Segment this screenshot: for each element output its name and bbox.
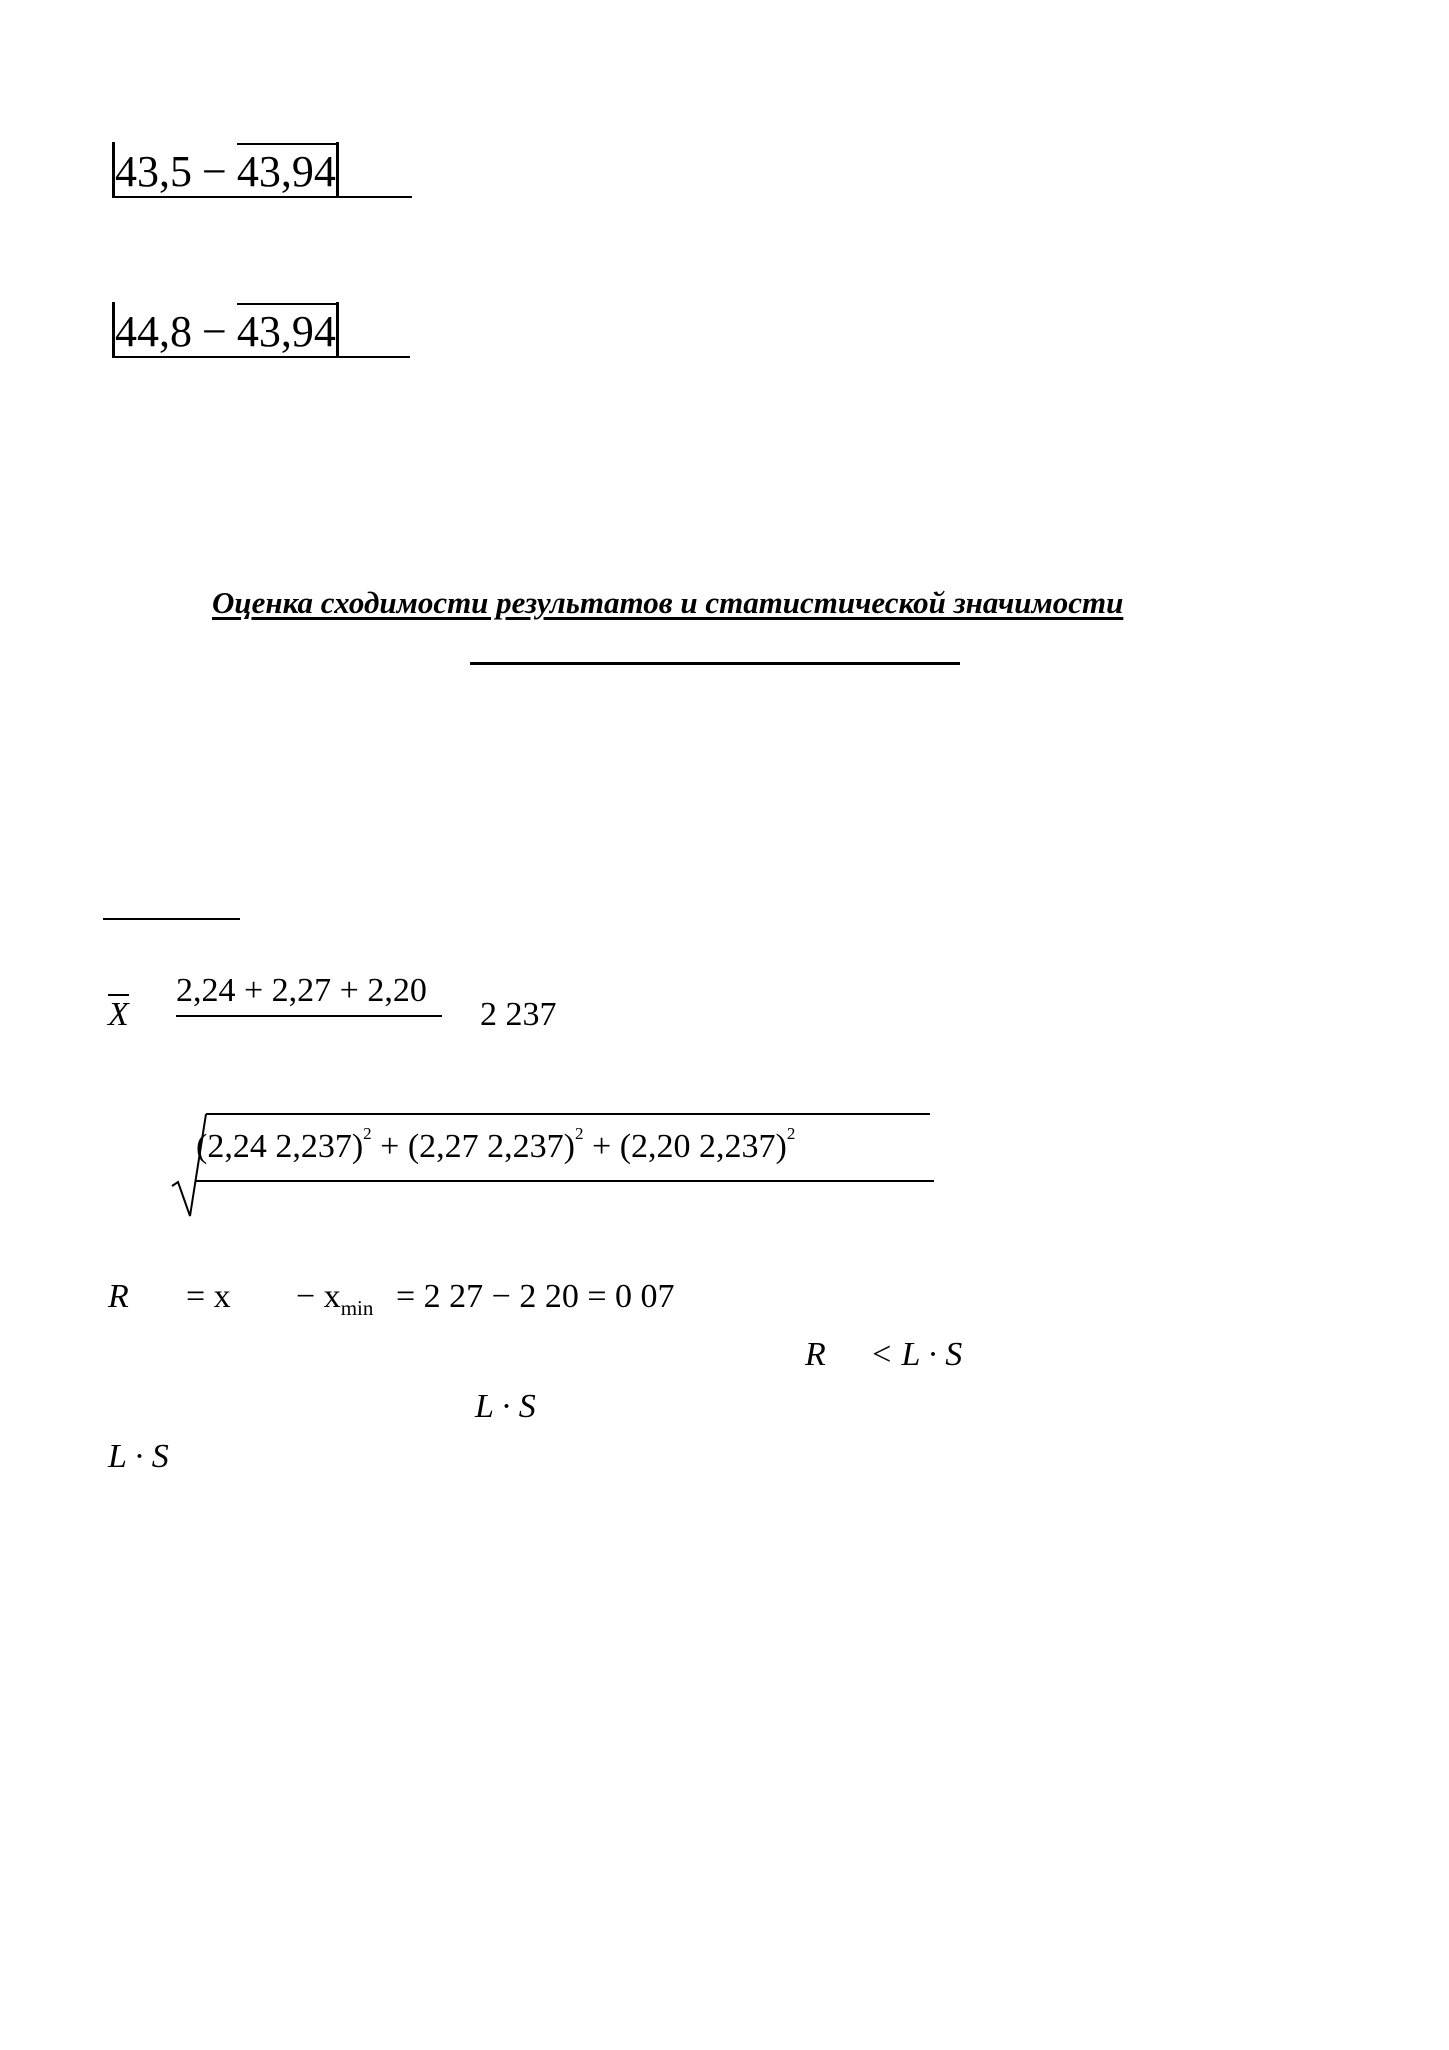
range-r: R bbox=[108, 1278, 129, 1315]
mean-value: 43,94 bbox=[237, 303, 336, 356]
section-heading: Оценка сходимости результатов и статистической значимости bbox=[212, 585, 1124, 620]
underline-rule-1 bbox=[112, 196, 412, 198]
range-eq-x: = x bbox=[186, 1278, 231, 1315]
fraction-bar bbox=[176, 1015, 442, 1017]
plus-sign: + bbox=[380, 1128, 400, 1165]
abs-expression-1 bbox=[112, 142, 339, 198]
ls-term-2: L · S bbox=[108, 1438, 169, 1475]
abs-bar-right bbox=[336, 142, 339, 198]
sqrt-term-2: (2,27 2,237) bbox=[407, 1128, 575, 1165]
heading-rule bbox=[470, 662, 960, 665]
mean-result: 2 237 bbox=[480, 996, 557, 1033]
sqrt-radicand bbox=[196, 1124, 795, 1166]
abs-expression-2 bbox=[112, 302, 339, 358]
power-2: 2 bbox=[575, 1124, 584, 1143]
range-result: = 2 27 − 2 20 = 0 07 bbox=[396, 1278, 675, 1315]
underline-rule-2 bbox=[112, 356, 410, 358]
ls-term-1: L · S bbox=[475, 1388, 536, 1425]
plus-sign: + bbox=[592, 1128, 612, 1165]
minus-sign: − bbox=[202, 147, 227, 196]
sqrt-underline bbox=[196, 1180, 934, 1182]
power-2: 2 bbox=[786, 1124, 796, 1143]
mean-value: 43,94 bbox=[237, 143, 336, 196]
condition-rest: < L · S bbox=[870, 1336, 963, 1373]
mean-symbol: X bbox=[108, 996, 129, 1033]
abs-value: 44,8 bbox=[115, 307, 192, 356]
sqrt-term-1: (2,24 2,237) bbox=[196, 1128, 364, 1165]
sqrt-term-3: (2,20 2,237) bbox=[619, 1128, 787, 1165]
range-minus-xmin: − $x_{min}$ bbox=[296, 1278, 374, 1320]
minus-sign: − bbox=[202, 307, 227, 356]
mean-numerator: 2,24 + 2,27 + 2,20 bbox=[176, 972, 427, 1009]
condition-r: R bbox=[805, 1336, 826, 1373]
sqrt-overbar bbox=[206, 1113, 930, 1115]
short-rule bbox=[103, 918, 240, 920]
subscript-min: min bbox=[340, 1296, 374, 1320]
abs-bar-right bbox=[336, 302, 339, 358]
abs-value: 43,5 bbox=[115, 147, 192, 196]
power-2: 2 bbox=[363, 1124, 372, 1143]
